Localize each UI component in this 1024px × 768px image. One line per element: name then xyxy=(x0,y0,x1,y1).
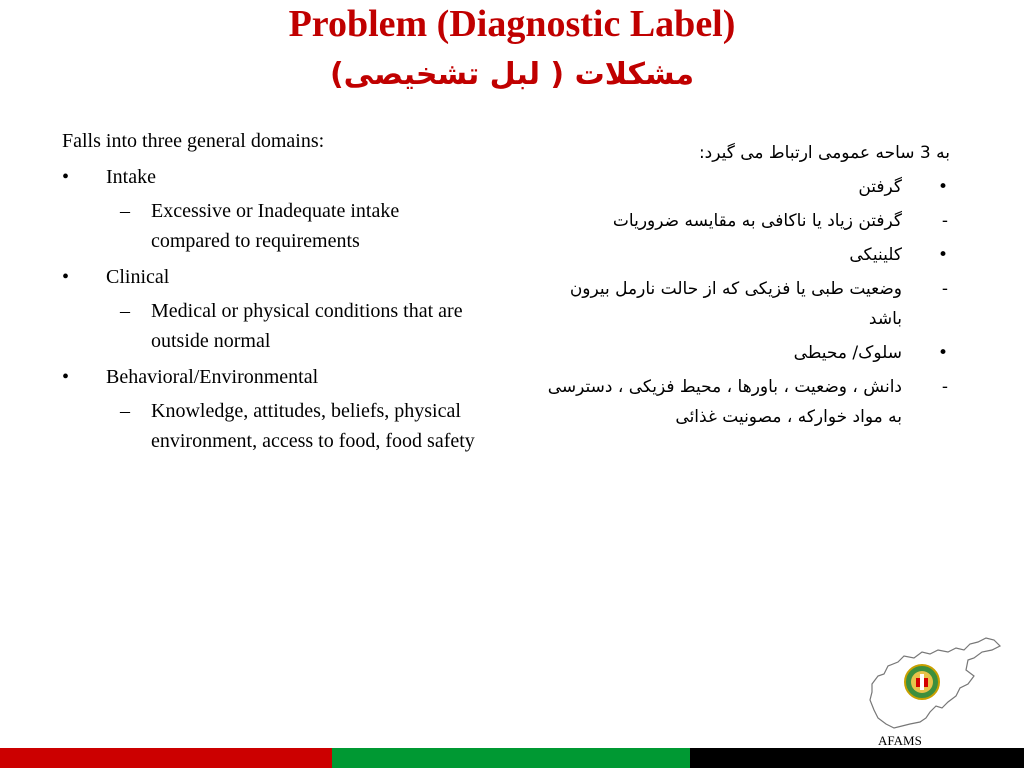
bullet-label: سلوک/ محیطی xyxy=(793,343,902,363)
flag-stripe-green xyxy=(332,748,690,768)
dari-bullet-clinical xyxy=(540,240,950,270)
dari-detail-behavioral xyxy=(540,372,950,432)
bullet-marker: • xyxy=(62,366,70,388)
dari-bullet-intake xyxy=(540,172,950,202)
flag-stripe-red xyxy=(0,748,332,768)
english-bullet-behavioral xyxy=(62,362,482,392)
slide-title: Problem (Diagnostic Label) xyxy=(288,3,736,45)
dash-marker: – xyxy=(120,200,130,222)
bullet-marker: • xyxy=(937,343,948,363)
bullet-label: Behavioral/Environmental xyxy=(106,366,319,388)
dari-detail-intake xyxy=(540,206,950,236)
dash-marker: – xyxy=(120,400,130,422)
bullet-marker: • xyxy=(937,245,948,265)
bullet-label: کلینیکی xyxy=(849,245,902,265)
dari-bullet-behavioral xyxy=(540,338,950,368)
dash-marker: - xyxy=(941,377,948,397)
bullet-marker: • xyxy=(62,266,70,288)
english-content xyxy=(62,126,482,456)
bullet-marker: • xyxy=(937,177,948,197)
bullet-label: Intake xyxy=(106,166,156,188)
dash-marker: – xyxy=(120,300,130,322)
afams-label: AFAMS xyxy=(878,733,922,748)
dash-marker: - xyxy=(941,279,948,299)
afghan-flag-footer-bar xyxy=(0,748,1024,768)
slide-subtitle: مشکلات ( لبل تشخیصی) xyxy=(329,57,695,92)
detail-text: Medical or physical conditions that are outside normal xyxy=(151,300,463,352)
bullet-label: Clinical xyxy=(106,266,170,288)
english-bullet-intake xyxy=(62,162,482,192)
dari-intro: به 3 ساحه عمومی ارتباط می گیرد: xyxy=(698,143,950,163)
english-intro: Falls into three general domains: xyxy=(62,130,325,152)
detail-text: Excessive or Inadequate intake compared to requirements xyxy=(151,200,400,252)
detail-text: دانش ، وضعیت ، باورها ، محیط فزیکی ، دسترسی به مواد خوارکه ، مصونیت غذائی xyxy=(547,377,902,427)
dari-detail-clinical xyxy=(540,274,950,334)
english-detail-behavioral xyxy=(62,396,482,456)
detail-text: وضعیت طبی یا فزیکی که از حالت نارمل بیرون باشد xyxy=(569,279,902,329)
english-detail-intake xyxy=(62,196,482,256)
bullet-marker: • xyxy=(62,166,70,188)
afghanistan-map-emblem-icon xyxy=(864,636,1004,739)
flag-stripe-black xyxy=(690,748,1024,768)
detail-text: گرفتن زیاد یا ناکافی به مقایسه ضروریات xyxy=(612,211,902,231)
dari-content xyxy=(540,138,950,432)
dash-marker: - xyxy=(941,211,948,231)
detail-text: Knowledge, attitudes, beliefs, physical environment, access to food, food safety xyxy=(151,400,475,452)
english-detail-clinical xyxy=(62,296,482,356)
bullet-label: گرفتن xyxy=(858,177,902,197)
english-bullet-clinical xyxy=(62,262,482,292)
